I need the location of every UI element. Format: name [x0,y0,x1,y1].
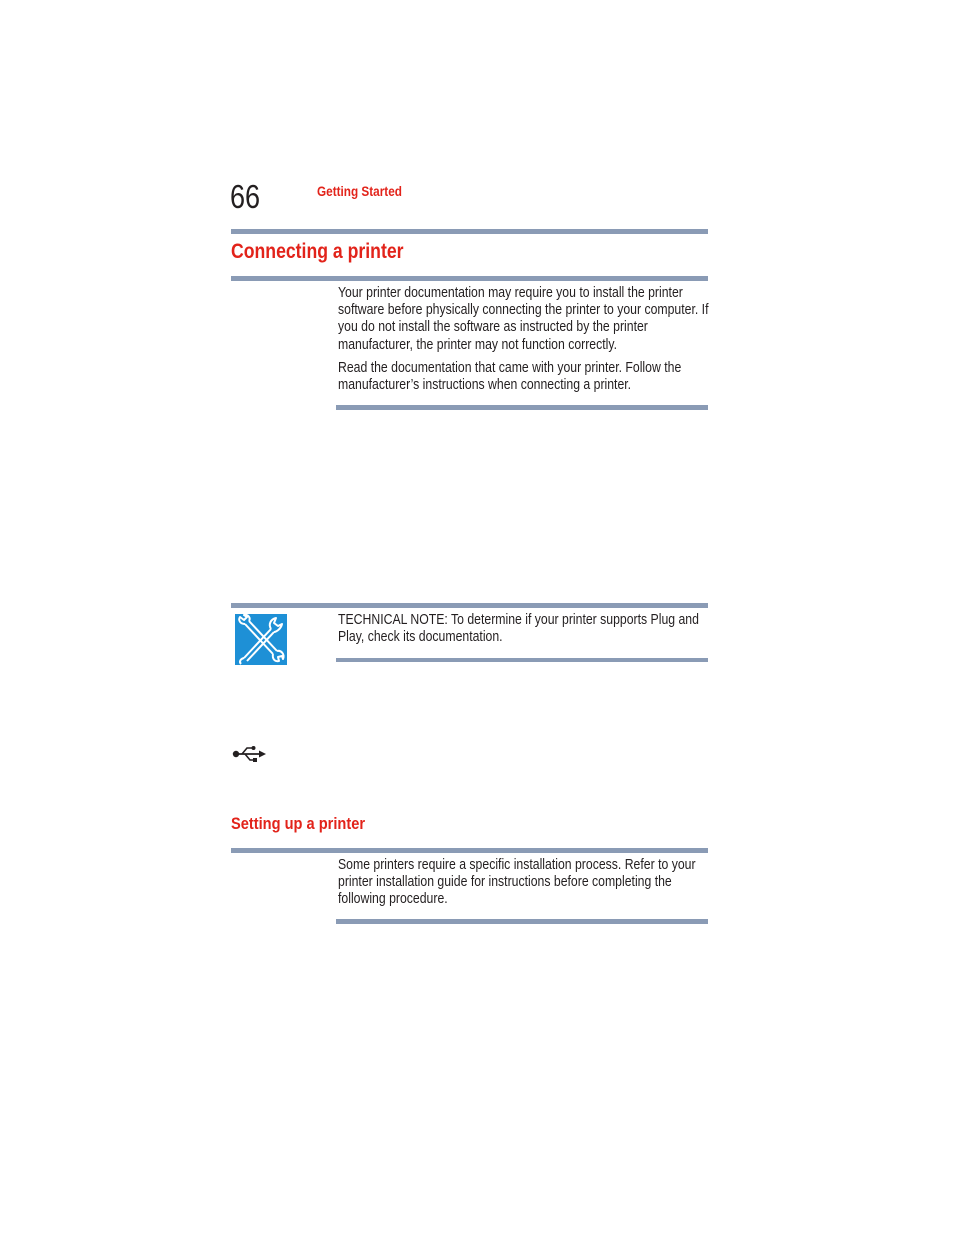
printer-note-2-line: Read the documentation that came with your printer. Follow the [338,360,682,376]
note-bottom-rule [336,405,708,410]
setup-note [338,857,710,909]
technical-note-line: TECHNICAL NOTE: To determine if your printer supports Plug and [338,612,699,628]
page-number: 66 [230,178,261,215]
setup-title-underline [231,848,708,853]
printer-note-2-line: manufacturer’s instructions when connecting a printer. [338,377,632,394]
technical-note-bottom-rule [336,658,708,662]
setup-note-bottom-rule [336,919,708,924]
printer-note-2 [338,360,710,394]
printer-note-1-line: Your printer documentation may require you to install the printer [338,285,683,301]
section-title-connecting: Connecting a printer [231,240,404,263]
wrench-icon [235,614,287,665]
setup-note-line: Some printers require a specific installation process. Refer to your [338,857,696,873]
printer-note-1 [338,285,710,354]
running-head: Getting Started [317,183,402,199]
section-title-setup: Setting up a printer [231,814,366,833]
technical-note-line: Play, check its documentation. [338,629,503,646]
section-top-rule [231,229,708,234]
setup-note-line: printer installation guide for instructions before completing the [338,874,672,891]
printer-note-1-line: you do not install the software as instructed by the printer [338,319,648,336]
printer-note-1-line: software before physically connecting the printer to your computer. If [338,302,709,319]
technical-note-top-rule [231,603,708,608]
usb-icon [232,745,266,763]
printer-note-1-line: manufacturer, the printer may not function correctly. [338,336,617,353]
section-title-underline [231,276,708,281]
technical-note-text [338,612,710,646]
setup-note-line: following procedure. [338,891,448,908]
